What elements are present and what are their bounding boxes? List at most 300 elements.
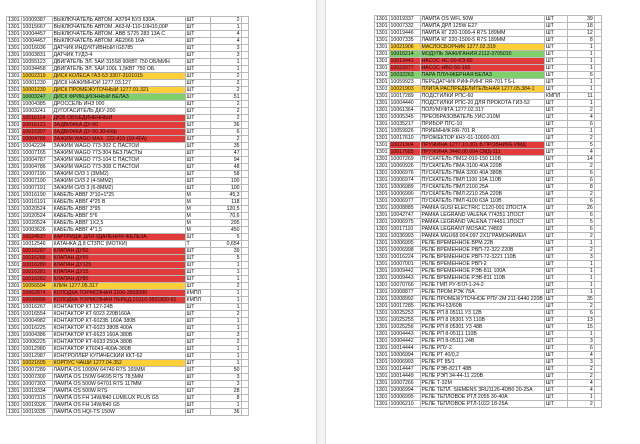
- cell-c2[interactable]: 10004457: [21, 31, 52, 38]
- cell-c5[interactable]: 6: [567, 121, 594, 128]
- cell-c3[interactable]: РЕЛЕ ВРЕМЕННОЕ РВП-72-3221 110В: [420, 254, 544, 261]
- cell-c4[interactable]: КМПЛ: [185, 290, 210, 297]
- cell-c3[interactable]: КАБЕЛЬ АВВГ 5*6: [52, 213, 185, 220]
- cell-c2[interactable]: 10025253: [389, 310, 420, 317]
- cell-c2[interactable]: 10017685: [389, 149, 420, 156]
- cell-c2[interactable]: 10004786: [21, 164, 52, 171]
- cell-c4[interactable]: ШТ: [544, 387, 567, 394]
- cell-c4[interactable]: ШТ: [185, 80, 210, 87]
- cell-c4[interactable]: ШТ: [544, 373, 567, 380]
- cell-c2[interactable]: 10012546: [21, 241, 52, 248]
- cell-c5[interactable]: 1: [210, 346, 241, 353]
- cell-c3[interactable]: РАМКА GUSI ELECTRIC С120-001 2ПОСТА: [420, 205, 544, 212]
- cell-c2[interactable]: 10016214: [389, 51, 420, 58]
- cell-c4[interactable]: ШТ: [544, 219, 567, 226]
- cell-c4[interactable]: ШТ: [185, 360, 210, 367]
- cell-c1[interactable]: 1301: [376, 359, 388, 365]
- cell-c4[interactable]: ШТ: [544, 345, 567, 352]
- cell-c3[interactable]: РЕЛЕ ТЕПЛОВОЕ РТЛ-1022 18-25А: [420, 401, 544, 408]
- cell-c3[interactable]: ЗАЖИМ WAGO 773-308 С ПАСТОЙ: [52, 164, 185, 171]
- cell-c1[interactable]: 1301: [8, 199, 20, 205]
- cell-empty[interactable]: [241, 38, 248, 45]
- cell-empty[interactable]: [241, 276, 248, 283]
- cell-c4[interactable]: ШТ: [185, 59, 210, 66]
- cell-c5[interactable]: 1: [210, 269, 241, 276]
- cell-empty[interactable]: [241, 262, 248, 269]
- cell-c3[interactable]: ПУСКАТЕЛЬ ПМА 3200 40А 380В: [420, 170, 544, 177]
- cell-c1[interactable]: 1301: [376, 387, 388, 393]
- cell-c4[interactable]: ШТ: [185, 31, 210, 38]
- cell-empty[interactable]: [241, 73, 248, 80]
- cell-empty[interactable]: [594, 100, 601, 107]
- cell-c3[interactable]: НАСОС НС-50-КЭ-90: [420, 58, 544, 65]
- cell-c5[interactable]: 4: [567, 387, 594, 394]
- cell-empty[interactable]: [594, 170, 601, 177]
- cell-c3[interactable]: ДЮБ ОБЪЕДИНЕННЫЙ: [52, 115, 185, 122]
- cell-c1[interactable]: 1301: [8, 353, 20, 359]
- cell-c2[interactable]: 10016267: [21, 304, 52, 311]
- cell-c4[interactable]: М: [185, 206, 210, 213]
- cell-c5[interactable]: 2: [210, 73, 241, 80]
- cell-c3[interactable]: ПАРА ПЛУНЖЕРНАЯ БЕЛАЗ: [420, 72, 544, 79]
- cell-c4[interactable]: ШТ: [185, 143, 210, 150]
- cell-c5[interactable]: 6: [567, 310, 594, 317]
- cell-c1[interactable]: 1301: [8, 360, 20, 366]
- cell-c2[interactable]: 10006993: [389, 359, 420, 366]
- cell-c4[interactable]: ШТ: [544, 226, 567, 233]
- cell-c1[interactable]: 1301: [376, 331, 388, 337]
- cell-c4[interactable]: М: [185, 192, 210, 199]
- cell-c4[interactable]: ШТ: [185, 409, 210, 416]
- cell-c4[interactable]: ШТ: [544, 128, 567, 135]
- cell-c1[interactable]: 1301: [376, 163, 388, 169]
- cell-c2[interactable]: 10062874: [21, 290, 52, 297]
- cell-c4[interactable]: ШТ: [544, 135, 567, 142]
- cell-c3[interactable]: ЛАМПА OS HQI-TS 150W: [52, 409, 185, 416]
- cell-c2[interactable]: 10006989: [389, 184, 420, 191]
- cell-c1[interactable]: 1301: [8, 192, 20, 198]
- cell-c2[interactable]: 10004787: [21, 157, 52, 164]
- cell-c2[interactable]: 10016288: [21, 255, 52, 262]
- cell-c3[interactable]: КАБЕЛЬ АВВГ 3*10+1*25: [52, 192, 185, 199]
- cell-c5[interactable]: 1: [567, 44, 594, 51]
- cell-c2[interactable]: 10008992: [389, 296, 420, 303]
- cell-c5[interactable]: 1: [567, 289, 594, 296]
- cell-empty[interactable]: [594, 51, 601, 58]
- cell-empty[interactable]: [594, 401, 601, 408]
- cell-empty[interactable]: [241, 227, 248, 234]
- cell-empty[interactable]: [241, 45, 248, 52]
- cell-c2[interactable]: 10035217: [389, 121, 420, 128]
- cell-empty[interactable]: [594, 37, 601, 44]
- cell-c5[interactable]: 2: [567, 247, 594, 254]
- cell-c3[interactable]: ПУСКАТЕЛЬ ПМЛ 4100 63А 110В: [420, 198, 544, 205]
- cell-c2[interactable]: 10009387: [21, 17, 52, 24]
- cell-c5[interactable]: 2: [210, 17, 241, 24]
- cell-c1[interactable]: 1301: [8, 276, 20, 282]
- cell-c2[interactable]: 10042234: [21, 143, 52, 150]
- cell-c4[interactable]: ШТ: [544, 233, 567, 240]
- cell-c1[interactable]: 1301: [376, 86, 388, 92]
- cell-c2[interactable]: 10007190: [21, 178, 52, 185]
- cell-c3[interactable]: РЕЛЕ РЭВ-821Т 48В: [420, 366, 544, 373]
- cell-c1[interactable]: 1301: [376, 233, 388, 239]
- cell-c1[interactable]: 1301: [8, 241, 20, 247]
- cell-c5[interactable]: 1: [210, 402, 241, 409]
- cell-c2[interactable]: 10006995: [389, 394, 420, 401]
- cell-c4[interactable]: ШТ: [544, 289, 567, 296]
- cell-c3[interactable]: ЛАМПА OS FH 14W/840 LUMILUX PLUS G5: [52, 395, 185, 402]
- cell-c2[interactable]: 10056594: [21, 283, 52, 290]
- cell-c3[interactable]: ЛАМПА КГ 220-1000-4 R7S 189ММ: [420, 30, 544, 37]
- cell-c3[interactable]: ЗАЖИМ СИЗ 2 (4-5ММ2): [52, 178, 185, 185]
- cell-c3[interactable]: КАБЕЛЬ АВВГ 4*25 В: [52, 199, 185, 206]
- cell-c5[interactable]: 13: [567, 317, 594, 324]
- cell-c1[interactable]: 1301: [376, 16, 388, 22]
- cell-empty[interactable]: [241, 129, 248, 136]
- cell-c3[interactable]: КЛИН 1277.05.317: [52, 283, 185, 290]
- cell-c2[interactable]: 10002319: [21, 73, 52, 80]
- cell-c1[interactable]: 1301: [376, 212, 388, 218]
- cell-c5[interactable]: 6: [567, 170, 594, 177]
- cell-c3[interactable]: ПУСКАТЕЛЬ ПМЛ 2100 25А: [420, 184, 544, 191]
- cell-c5[interactable]: 6: [567, 72, 594, 79]
- cell-c5[interactable]: 2: [210, 136, 241, 143]
- cell-c1[interactable]: 1301: [8, 213, 20, 219]
- cell-c3[interactable]: ПУСКАТЕЛЬ ПМЛ 2210 25А 220В: [420, 191, 544, 198]
- cell-c3[interactable]: КАБЕЛЬ АВВГ 1Х2,5: [52, 220, 185, 227]
- cell-c5[interactable]: 6: [567, 177, 594, 184]
- cell-c2[interactable]: 10020524: [21, 206, 52, 213]
- cell-c3[interactable]: РЕЛЕ Т-32М: [420, 380, 544, 387]
- cell-c1[interactable]: 1301: [376, 191, 388, 197]
- cell-c1[interactable]: 1301: [8, 122, 20, 128]
- cell-c1[interactable]: 1301: [8, 402, 20, 408]
- cell-empty[interactable]: [241, 52, 248, 59]
- cell-c4[interactable]: ШТ: [544, 37, 567, 44]
- cell-c5[interactable]: 3: [567, 254, 594, 261]
- cell-c2[interactable]: 10016225: [21, 325, 52, 332]
- cell-c5[interactable]: 36: [210, 409, 241, 416]
- cell-empty[interactable]: [241, 122, 248, 129]
- cell-c2[interactable]: 10016280: [21, 262, 52, 269]
- cell-empty[interactable]: [594, 254, 601, 261]
- cell-c3[interactable]: КОНТАКТОР КТ-6623 160А 380В: [52, 332, 185, 339]
- cell-empty[interactable]: [241, 402, 248, 409]
- cell-empty[interactable]: [594, 212, 601, 219]
- cell-c2[interactable]: 10006977: [389, 198, 420, 205]
- cell-c1[interactable]: 1301: [8, 24, 20, 30]
- cell-c2[interactable]: 10016287: [21, 248, 52, 255]
- cell-c1[interactable]: 1301: [376, 289, 388, 295]
- cell-c1[interactable]: 1301: [376, 303, 388, 309]
- cell-c2[interactable]: 10013441: [389, 58, 420, 65]
- cell-empty[interactable]: [241, 409, 248, 416]
- cell-c5[interactable]: 6: [210, 129, 241, 136]
- cell-empty[interactable]: [241, 325, 248, 332]
- cell-c3[interactable]: РЕЛЕ РН-53/60В: [420, 303, 544, 310]
- cell-c4[interactable]: ШТ: [185, 52, 210, 59]
- cell-c2[interactable]: 10003831: [21, 52, 52, 59]
- cell-empty[interactable]: [241, 185, 248, 192]
- cell-c2[interactable]: 10006998: [389, 247, 420, 254]
- cell-c3[interactable]: ЛАМПА OS 500W R7S: [52, 388, 185, 395]
- cell-c4[interactable]: ШТ: [185, 395, 210, 402]
- cell-c1[interactable]: 1301: [8, 255, 20, 261]
- cell-c1[interactable]: 1301: [376, 366, 388, 372]
- cell-empty[interactable]: [241, 171, 248, 178]
- cell-c5[interactable]: 39: [210, 248, 241, 255]
- cell-empty[interactable]: [594, 44, 601, 51]
- cell-c4[interactable]: ШТ: [544, 296, 567, 303]
- cell-c5[interactable]: 1: [210, 353, 241, 360]
- cell-c4[interactable]: ШТ: [544, 23, 567, 30]
- cell-empty[interactable]: [241, 59, 248, 66]
- cell-empty[interactable]: [594, 345, 601, 352]
- cell-c1[interactable]: 1301: [8, 171, 20, 177]
- cell-c4[interactable]: ШТ: [185, 108, 210, 115]
- cell-c3[interactable]: ПОДСТИЛКИ РПС-20 ДЛЯ ПРОКОТА ГИЗ-52: [420, 100, 544, 107]
- cell-c2[interactable]: 10001230: [21, 87, 52, 94]
- cell-c3[interactable]: ДАТЧИК ТУДЗ-4: [52, 52, 185, 59]
- cell-c2[interactable]: 10059923: [389, 79, 420, 86]
- cell-empty[interactable]: [594, 149, 601, 156]
- cell-c1[interactable]: 1301: [8, 136, 20, 142]
- cell-c4[interactable]: ШТ: [544, 79, 567, 86]
- cell-empty[interactable]: [594, 296, 601, 303]
- cell-empty[interactable]: [594, 226, 601, 233]
- cell-empty[interactable]: [241, 192, 248, 199]
- cell-c5[interactable]: 3: [567, 338, 594, 345]
- cell-c1[interactable]: 1301: [376, 135, 388, 141]
- cell-c2[interactable]: 10012980: [21, 346, 52, 353]
- cell-c1[interactable]: 1301: [376, 177, 388, 183]
- cell-empty[interactable]: [241, 206, 248, 213]
- cell-c1[interactable]: 1301: [8, 227, 20, 233]
- cell-empty[interactable]: [241, 199, 248, 206]
- cell-c3[interactable]: КАБЕЛЬ АВВГ 3*95: [52, 206, 185, 213]
- cell-c5[interactable]: 6: [567, 212, 594, 219]
- cell-c2[interactable]: 10007165: [21, 150, 52, 157]
- cell-c4[interactable]: ШТ: [544, 205, 567, 212]
- cell-c5[interactable]: 1: [567, 128, 594, 135]
- cell-c5[interactable]: 8: [567, 184, 594, 191]
- cell-c3[interactable]: КОНТАКТОР КТ 127-24В: [52, 304, 185, 311]
- cell-c5[interactable]: 11: [567, 93, 594, 100]
- cell-c4[interactable]: ШТ: [544, 86, 567, 93]
- cell-c2[interactable]: 10016554: [21, 311, 52, 318]
- cell-c5[interactable]: 1: [567, 79, 594, 86]
- cell-c1[interactable]: 1301: [376, 65, 388, 71]
- cell-c2[interactable]: 10016190: [21, 192, 52, 199]
- cell-c3[interactable]: РЕЛЕ ТЕПЛОВОЕ РТЛ 2055 30-40А: [420, 394, 544, 401]
- cell-c5[interactable]: 1: [567, 394, 594, 401]
- cell-c3[interactable]: ЛАМПА КГ 220-1500-5 R7S 189ММ: [420, 37, 544, 44]
- cell-c3[interactable]: КЛАПАН ДУ15: [52, 269, 185, 276]
- cell-c1[interactable]: 1301: [376, 156, 388, 162]
- cell-empty[interactable]: [594, 65, 601, 72]
- cell-c2[interactable]: 10017610: [389, 135, 420, 142]
- cell-c1[interactable]: 1301: [8, 395, 20, 401]
- cell-c5[interactable]: 4: [567, 380, 594, 387]
- cell-c1[interactable]: 1301: [8, 185, 20, 191]
- cell-c4[interactable]: ШТ: [544, 352, 567, 359]
- cell-c1[interactable]: 1301: [8, 45, 20, 51]
- cell-c1[interactable]: 1301: [8, 388, 20, 394]
- cell-c2[interactable]: 10034458: [21, 66, 52, 73]
- cell-c5[interactable]: 2: [210, 311, 241, 318]
- cell-empty[interactable]: [594, 324, 601, 331]
- cell-empty[interactable]: [241, 311, 248, 318]
- cell-c2[interactable]: 10020524: [21, 213, 52, 220]
- cell-c1[interactable]: 1301: [376, 30, 388, 36]
- cell-c5[interactable]: 1: [567, 240, 594, 247]
- cell-c5[interactable]: 35: [567, 296, 594, 303]
- cell-c4[interactable]: ШТ: [544, 212, 567, 219]
- cell-c3[interactable]: КЛАПАН ДУ80: [52, 276, 185, 283]
- cell-empty[interactable]: [241, 87, 248, 94]
- cell-c5[interactable]: 2: [210, 80, 241, 87]
- cell-c4[interactable]: ШТ: [544, 275, 567, 282]
- cell-c3[interactable]: ПРУЖИНА 1277.10.301 В ПРОБНИКЕ ИМД: [420, 142, 544, 149]
- cell-c1[interactable]: 1301: [8, 80, 20, 86]
- cell-empty[interactable]: [594, 233, 601, 240]
- cell-c5[interactable]: 118: [210, 199, 241, 206]
- cell-c4[interactable]: ШТ: [185, 101, 210, 108]
- cell-c3[interactable]: ЛАМПА OS 1000W 64740 R7S 165ММ: [52, 367, 185, 374]
- cell-empty[interactable]: [594, 338, 601, 345]
- cell-c5[interactable]: 3: [567, 359, 594, 366]
- cell-c2[interactable]: 10003241: [21, 108, 52, 115]
- cell-c5[interactable]: 94: [210, 157, 241, 164]
- cell-c3[interactable]: РЕЛЕ РПУ-2: [420, 345, 544, 352]
- cell-c1[interactable]: 1301: [376, 37, 388, 43]
- cell-c4[interactable]: ШТ: [544, 240, 567, 247]
- cell-empty[interactable]: [241, 248, 248, 255]
- cell-c2[interactable]: 10025256: [389, 324, 420, 331]
- cell-c1[interactable]: 1301: [376, 296, 388, 302]
- cell-c1[interactable]: 1301: [8, 108, 20, 114]
- cell-c1[interactable]: 1301: [376, 310, 388, 316]
- cell-c4[interactable]: ШТ: [544, 331, 567, 338]
- cell-c1[interactable]: 1301: [376, 121, 388, 127]
- cell-empty[interactable]: [241, 367, 248, 374]
- cell-c3[interactable]: КЛАПАН ДУ125: [52, 262, 185, 269]
- cell-c2[interactable]: 10007303: [21, 381, 52, 388]
- cell-c4[interactable]: ШТ: [185, 262, 210, 269]
- cell-c3[interactable]: КОНТАКТОР КТ-6023Б 160А 380В: [52, 318, 185, 325]
- cell-c1[interactable]: 1301: [376, 345, 388, 351]
- cell-c4[interactable]: ШТ: [185, 346, 210, 353]
- cell-c1[interactable]: 1301: [8, 59, 20, 65]
- cell-c3[interactable]: ЗАЖИМ СИЗ 3 (6-8ММ2): [52, 185, 185, 192]
- cell-empty[interactable]: [241, 269, 248, 276]
- cell-c3[interactable]: РЕЛЕ ПРОМ.РЭК 78А: [420, 289, 544, 296]
- cell-c2[interactable]: 10017110: [389, 226, 420, 233]
- cell-c2[interactable]: 10014449: [389, 373, 420, 380]
- cell-c5[interactable]: 1: [567, 86, 594, 93]
- cell-c2[interactable]: 10016121: [21, 122, 52, 129]
- cell-c2[interactable]: 10060926: [389, 163, 420, 170]
- cell-empty[interactable]: [594, 184, 601, 191]
- cell-c1[interactable]: 1301: [8, 17, 20, 23]
- cell-c5[interactable]: 6: [567, 226, 594, 233]
- cell-empty[interactable]: [594, 16, 601, 23]
- cell-c2[interactable]: 10016114: [21, 115, 52, 122]
- cell-c2[interactable]: 10016036: [21, 45, 52, 52]
- cell-empty[interactable]: [594, 205, 601, 212]
- cell-empty[interactable]: [241, 101, 248, 108]
- cell-empty[interactable]: [594, 79, 601, 86]
- cell-c4[interactable]: ШТ: [185, 353, 210, 360]
- cell-c2[interactable]: 10003626: [21, 227, 52, 234]
- cell-c3[interactable]: ДВИГАТЕЛЬ ЭЛ. 5АИ 315S8 90КВТ 750 ОБ/МИН: [52, 59, 185, 66]
- cell-c2[interactable]: 10014447: [389, 366, 420, 373]
- cell-c3[interactable]: ВЫКЛЮЧАТЕЛЬ АВТОМ. АЕ2066 16А: [52, 38, 185, 45]
- cell-c5[interactable]: 47: [210, 150, 241, 157]
- cell-c3[interactable]: МОДУЛЬ ЗАЖИГАНИЯ 2112-3705010: [420, 51, 544, 58]
- cell-empty[interactable]: [241, 17, 248, 24]
- cell-c3[interactable]: КОЛОДКА ТОРМОЗНАЯ ПЕРЕД.21010-3501800-91: [52, 297, 185, 304]
- cell-c5[interactable]: 1: [567, 282, 594, 289]
- cell-empty[interactable]: [241, 24, 248, 31]
- cell-c5[interactable]: 2: [210, 115, 241, 122]
- cell-empty[interactable]: [594, 331, 601, 338]
- cell-c3[interactable]: ПУСКАТЕЛЬ ПМ12-010-150 110В: [420, 156, 544, 163]
- cell-c2[interactable]: 10016224: [389, 254, 420, 261]
- cell-empty[interactable]: [594, 177, 601, 184]
- cell-c2[interactable]: 10070766: [389, 282, 420, 289]
- cell-c4[interactable]: ШТ: [544, 107, 567, 114]
- cell-c2[interactable]: 10019326: [21, 402, 52, 409]
- cell-c1[interactable]: 1301: [376, 338, 388, 344]
- cell-c5[interactable]: 18: [567, 23, 594, 30]
- cell-c4[interactable]: ШТ: [185, 136, 210, 143]
- cell-c2[interactable]: 10006995: [389, 240, 420, 247]
- cell-c3[interactable]: ЛАМПА ДРЛ 125W E27: [420, 23, 544, 30]
- cell-c1[interactable]: 1301: [8, 234, 20, 240]
- cell-c2[interactable]: 10006975: [389, 219, 420, 226]
- cell-c5[interactable]: 3: [210, 52, 241, 59]
- cell-c5[interactable]: 2: [210, 87, 241, 94]
- cell-c5[interactable]: 28: [210, 388, 241, 395]
- cell-empty[interactable]: [594, 58, 601, 65]
- cell-c4[interactable]: ШТ: [544, 401, 567, 408]
- cell-c4[interactable]: Т: [185, 241, 210, 248]
- cell-c1[interactable]: 1301: [376, 142, 388, 148]
- cell-c2[interactable]: 10015667: [21, 24, 52, 31]
- cell-c4[interactable]: ШТ: [185, 402, 210, 409]
- cell-c2[interactable]: 10042747: [389, 212, 420, 219]
- cell-empty[interactable]: [241, 304, 248, 311]
- cell-empty[interactable]: [594, 72, 601, 79]
- cell-c5[interactable]: 4: [210, 38, 241, 45]
- cell-empty[interactable]: [241, 381, 248, 388]
- cell-c1[interactable]: 1301: [376, 205, 388, 211]
- cell-c3[interactable]: ЛАМПА OS 500W 64701 R7S 117ММ: [52, 381, 185, 388]
- cell-c1[interactable]: 1301: [376, 44, 388, 50]
- cell-c5[interactable]: 1: [210, 360, 241, 367]
- cell-c3[interactable]: РЕЛЕ ТЕПЛ. SIEMENS 3RU1126-4DB0 20-25А: [420, 387, 544, 394]
- cell-c2[interactable]: 10007289: [21, 367, 52, 374]
- cell-c4[interactable]: ШТ: [185, 73, 210, 80]
- cell-c3[interactable]: РАМКА LEGRAND VALENA 774451 1ПОСТ: [420, 219, 544, 226]
- cell-c4[interactable]: ШТ: [544, 51, 567, 58]
- cell-c1[interactable]: 1301: [376, 100, 388, 106]
- cell-c5[interactable]: 26: [567, 205, 594, 212]
- cell-c1[interactable]: 1301: [376, 247, 388, 253]
- cell-c4[interactable]: ШТ: [544, 324, 567, 331]
